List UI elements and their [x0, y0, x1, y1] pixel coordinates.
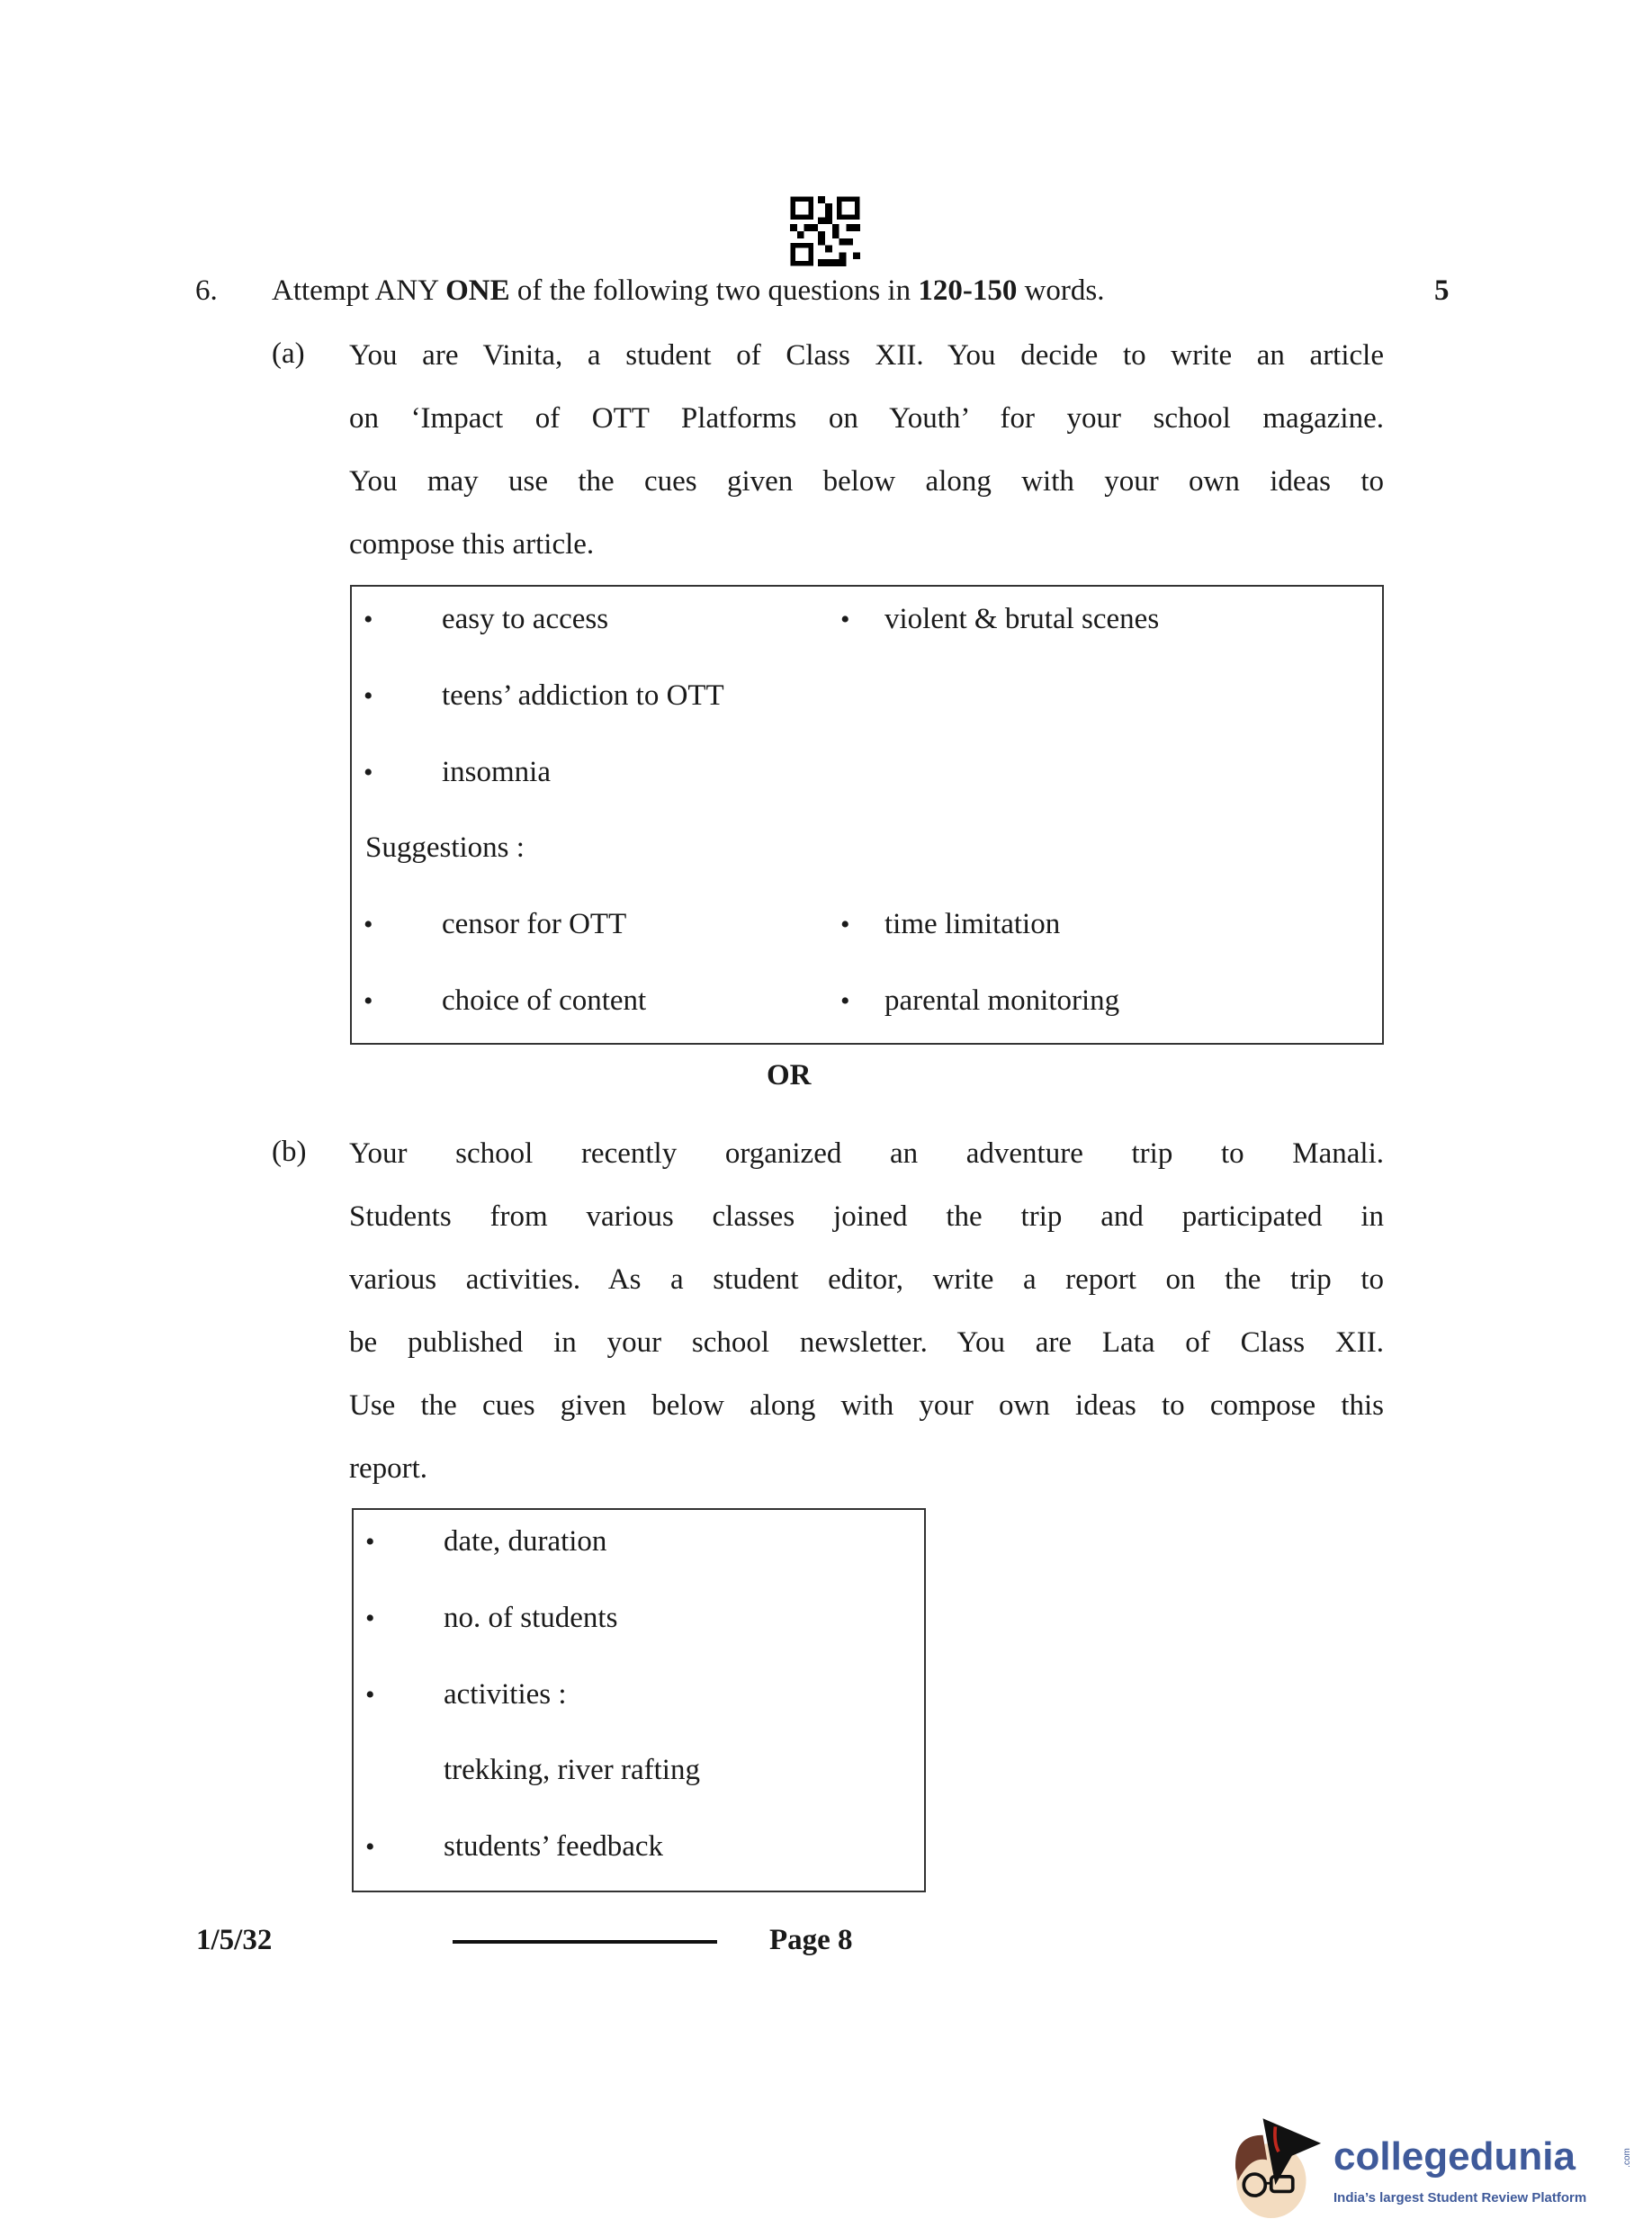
- suggestion-item: parental monitoring: [884, 984, 1120, 1017]
- part-b-label: (b): [272, 1136, 307, 1168]
- cue-item: insomnia: [442, 756, 551, 788]
- bullet: •: [364, 681, 373, 711]
- instruction-text: of the following two questions in: [509, 274, 919, 307]
- cue-item: teens’ addiction to OTT: [442, 679, 724, 712]
- or-divider: OR: [767, 1059, 812, 1092]
- collegedunia-logo: [1224, 2106, 1652, 2228]
- bullet: •: [840, 605, 850, 634]
- text-line: Use the cues given below along with your own ideas to compose this: [349, 1389, 1384, 1422]
- bullet: •: [365, 1604, 375, 1633]
- bullet: •: [364, 758, 373, 787]
- text-line: Your school recently organized an adventure trip to Manali.: [349, 1137, 1384, 1170]
- question-number: 6.: [195, 274, 218, 307]
- part-a-text: [349, 324, 1384, 576]
- page-number: Page 8: [769, 1924, 853, 1956]
- suggestion-item: time limitation: [884, 908, 1061, 940]
- cue-item: violent & brutal scenes: [884, 603, 1160, 635]
- cue-item: no. of students: [444, 1602, 618, 1634]
- instruction-bold: ONE: [445, 274, 510, 307]
- text-line: on ‘Impact of OTT Platforms on Youth’ for your school magazine.: [349, 402, 1384, 435]
- bullet: •: [365, 1680, 375, 1710]
- text-line: You may use the cues given below along with your own ideas to: [349, 465, 1384, 498]
- suggestion-item: censor for OTT: [442, 908, 627, 940]
- text-line: various activities. As a student editor, write a report on the trip to: [349, 1263, 1384, 1296]
- bullet: •: [364, 605, 373, 634]
- instruction-text: Attempt ANY: [272, 274, 446, 307]
- text-line: You are Vinita, a student of Class XII. You decide to write an article: [349, 339, 1384, 372]
- logo-tagline: India’s largest Student Review Platform: [1333, 2190, 1587, 2206]
- word-limit: 120-150: [918, 274, 1018, 307]
- marks: 5: [1434, 274, 1450, 307]
- text-line: compose this article.: [349, 528, 595, 561]
- logo-suffix: .com: [1621, 2148, 1632, 2168]
- question-instruction: [272, 274, 1105, 308]
- part-b-text: [349, 1122, 1384, 1500]
- cue-item: students’ feedback: [444, 1830, 664, 1863]
- suggestions-label: Suggestions :: [365, 831, 525, 864]
- bullet: •: [840, 986, 850, 1016]
- text-line: be published in your school newsletter. You are Lata of Class XII.: [349, 1326, 1384, 1359]
- text-line: report.: [349, 1452, 428, 1485]
- cue-item: trekking, river rafting: [444, 1754, 700, 1786]
- bullet: •: [364, 986, 373, 1016]
- bullet: •: [840, 910, 850, 939]
- footer-rule: [453, 1940, 717, 1944]
- qr-code-icon: [790, 196, 860, 266]
- suggestion-item: choice of content: [442, 984, 647, 1017]
- bullet: •: [365, 1527, 375, 1557]
- cue-item: date, duration: [444, 1525, 607, 1558]
- instruction-text: words.: [1017, 274, 1105, 307]
- logo-wordmark: collegedunia: [1333, 2134, 1576, 2179]
- cue-item: activities :: [444, 1678, 567, 1711]
- bullet: •: [365, 1832, 375, 1862]
- text-line: Students from various classes joined the trip and participated in: [349, 1200, 1384, 1233]
- paper-code: 1/5/32: [196, 1924, 273, 1956]
- part-a-label: (a): [272, 337, 305, 370]
- part-a-cues-box: [350, 585, 1384, 1045]
- mascot-icon: [1226, 2106, 1333, 2223]
- cue-item: easy to access: [442, 603, 609, 635]
- bullet: •: [364, 910, 373, 939]
